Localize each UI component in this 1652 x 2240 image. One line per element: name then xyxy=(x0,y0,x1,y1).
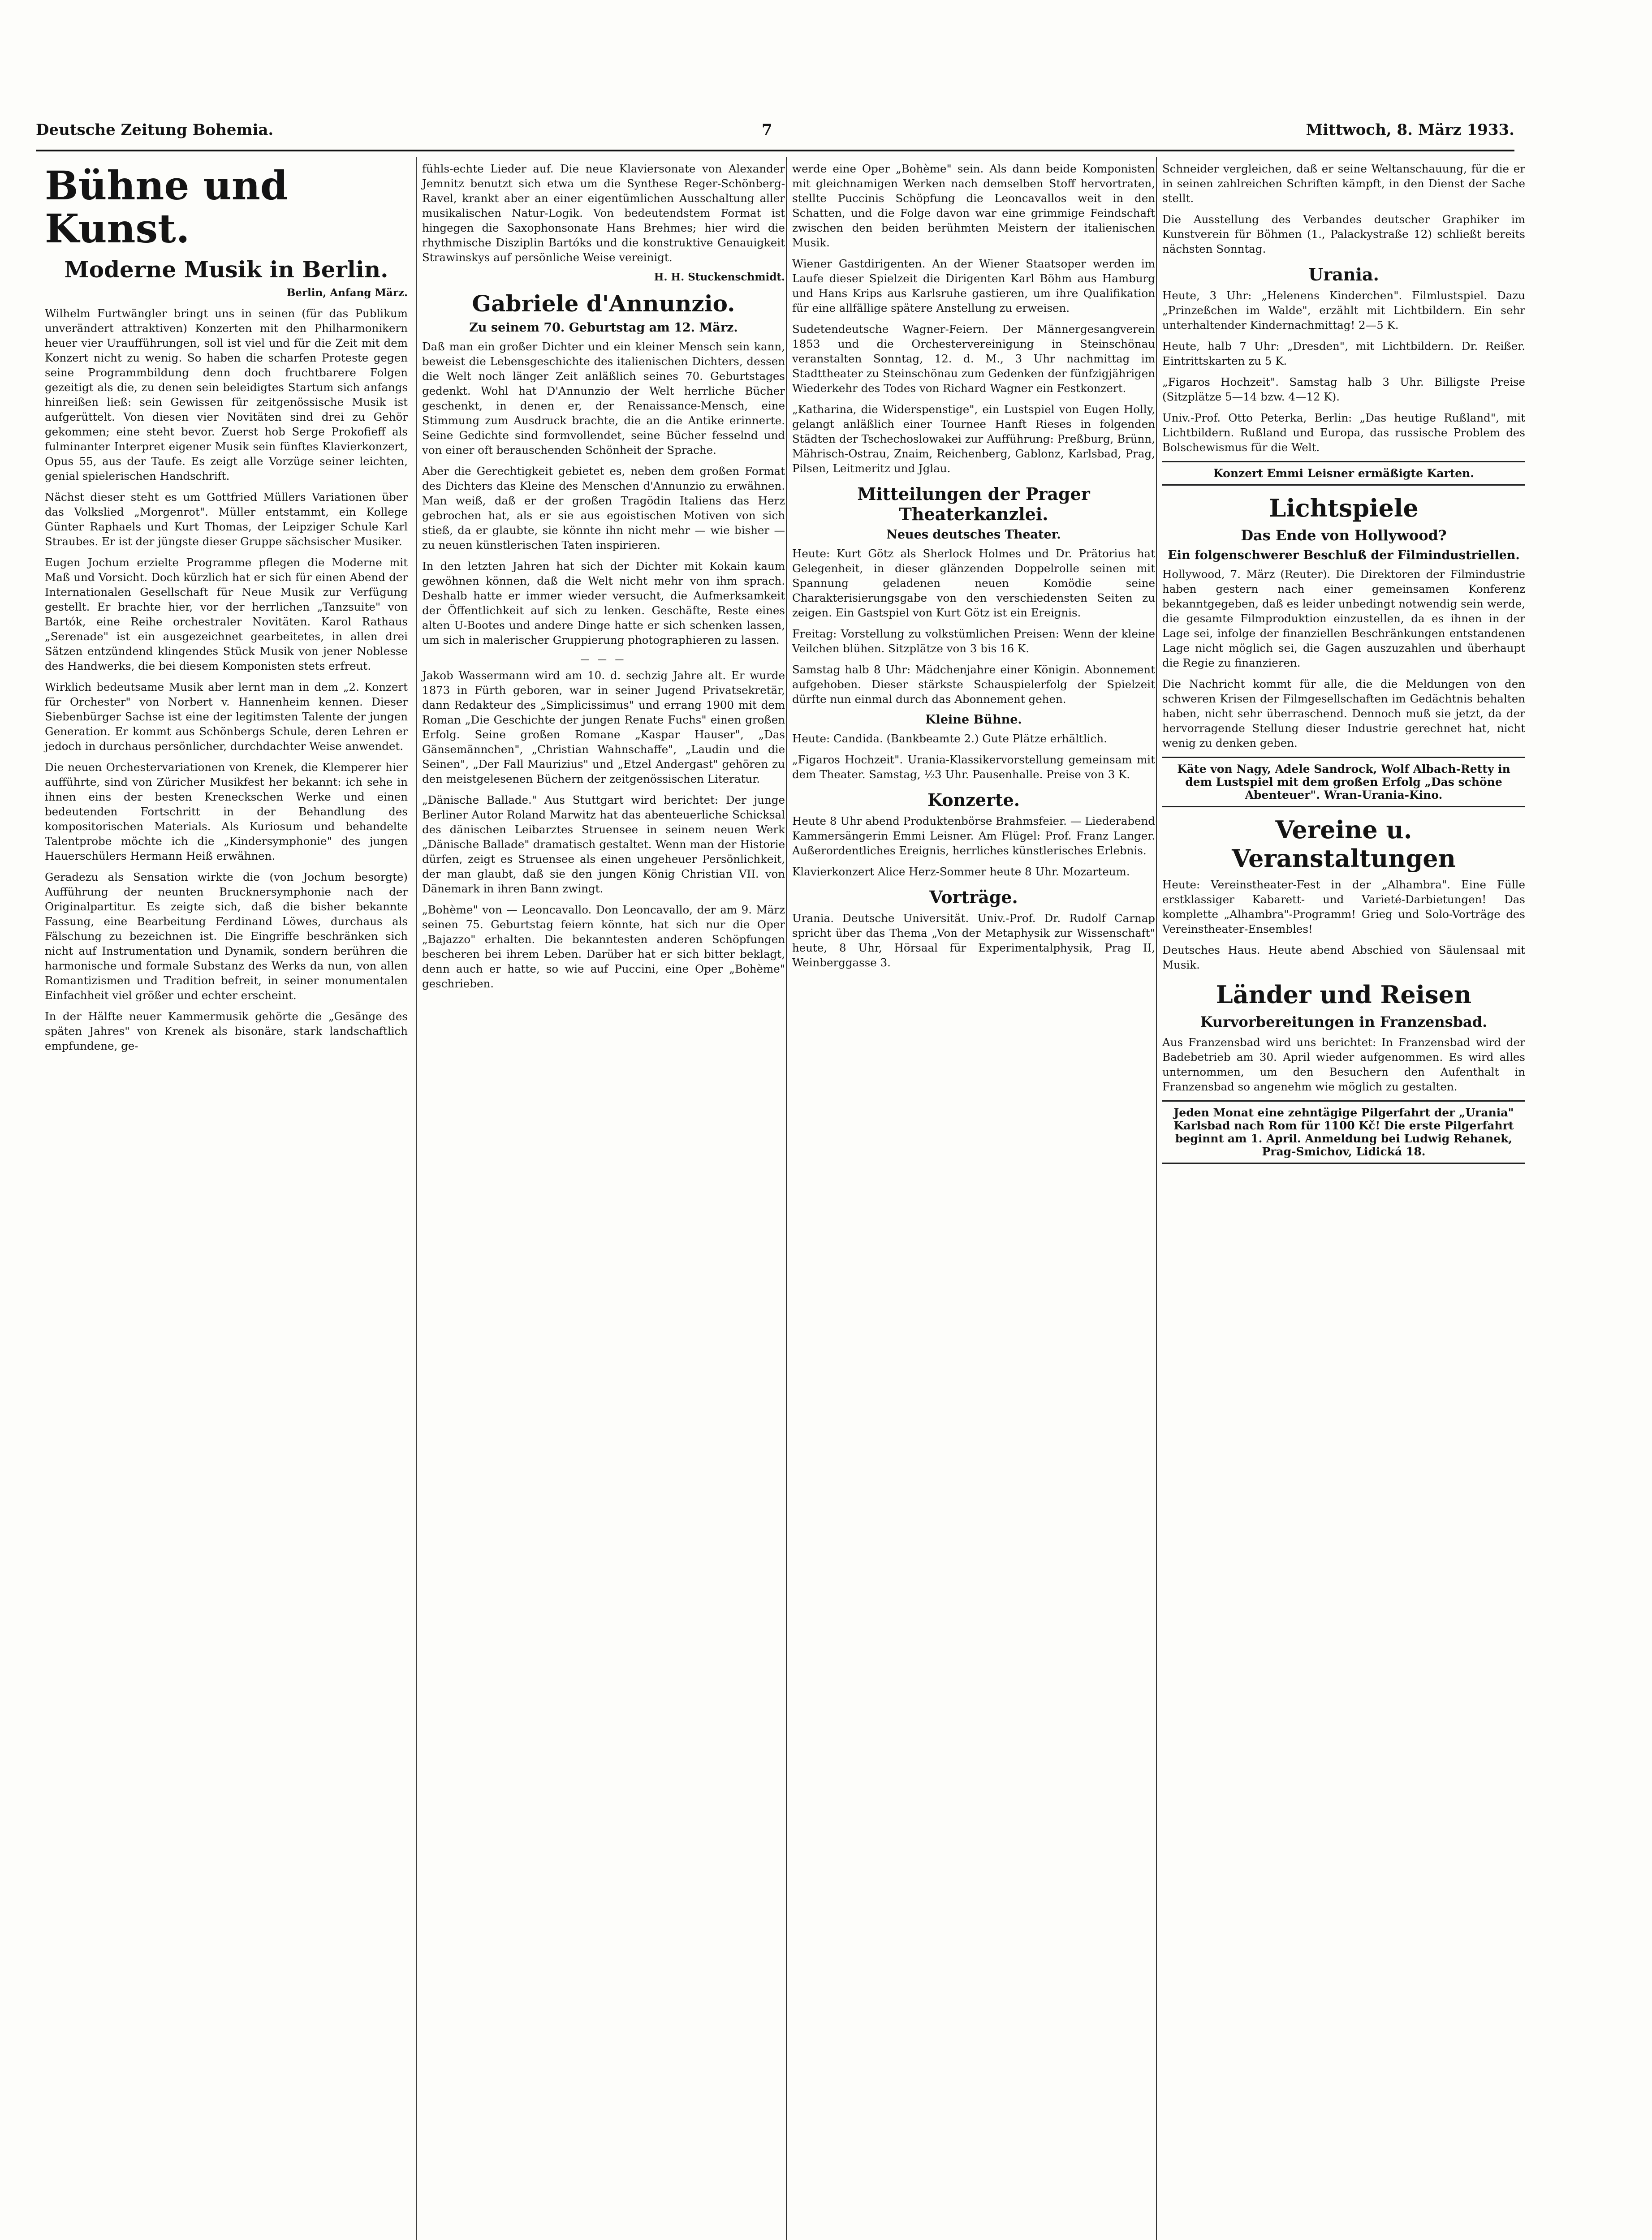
paragraph: fühls-echte Lieder auf. Die neue Klaviersonate von Alexander Jemnitz benutzt sich etwa um die Synthese Reger-Schönberg-Ravel, krankt aber an einer eigentümlichen Ausschaltung aller musikalischen Natur-Logik. Von bedeutendstem Format ist hingegen die Saxophonsonate Hans Brehmes; hier wird die rhythmische Disziplin Bartóks und die konstruktive Genauigkeit Strawinskys auf persönliche Weise vereinigt. xyxy=(422,162,785,264)
article-subtitle: Ein folgenschwerer Beschluß der Filmindustriellen. xyxy=(1168,548,1520,562)
advertisement: Käte von Nagy, Adele Sandrock, Wolf Albach-Retty in dem Lustspiel mit dem großen Erfolg „Das schöne Abenteuer". Wran-Urania-Kino. xyxy=(1162,757,1525,807)
paragraph: Aus Franzensbad wird uns berichtet: In Franzensbad wird der Badebetrieb am 30. April wieder aufgenommen. Es wird alles unternommen, um den Besuchern den Aufenthalt in Franzensbad so angenehm wie möglich zu gestalten. xyxy=(1162,1036,1525,1093)
author-signature: H. H. Stuckenschmidt. xyxy=(654,271,785,283)
dateline: Berlin, Anfang März. xyxy=(286,287,408,299)
paragraph: Geradezu als Sensation wirkte die (von Jochum besorgte) Aufführung der neunten Brucknersymphonie nach der Originalpartitur. Es zeigte sich, daß die bisher bekannte Fassung, eine Bearbeitung Ferdinand Löwes, durchaus als Fälschung zu bezeichnen ist. Die Eingriffe beschränken sich nicht auf Instrumentation und Dynamik, sondern berühren die harmonische und formale Substanz des Werks da nun, von allen Romantizismen und Tradition befreit, in seiner monumentalen Einfachheit viel größer und echter erscheint. xyxy=(45,870,408,1002)
paragraph: Daß man ein großer Dichter und ein kleiner Mensch sein kann, beweist die Lebensgeschichte des italienischen Dichters, dessen die Welt noch länger Zeit anläßlich seines 70. Geburtstages gedenkt. Wohl hat D'Annunzio der Welt herrliche Bücher geschenkt, in denen er, der Renaissance-Mensch, eine Stimmung zum Ausdruck brachte, die an die Antike erinnerte. Seine Gedichte sind formvollendet, seine Bücher fesselnd und von einer oft berauschenden Schönheit der Sprache. xyxy=(422,340,785,457)
paragraph: In der Hälfte neuer Kammermusik gehörte die „Gesänge des späten Jahres" von Krenek als bisonäre, stark landschaftlich empfundene, ge- xyxy=(45,1010,408,1052)
paragraph: Wirklich bedeutsame Musik aber lernt man in dem „2. Konzert für Orchester" von Norbert v. Hannenheim kennen. Dieser Siebenbürger Sachse ist eine der legitimsten Talente der jungen Generation. Er kommt aus Schönbergs Schule, deren Lehren er jedoch in durchaus persönlicher, durchdachter Weise anwendet. xyxy=(45,681,408,753)
paragraph: Urania. Deutsche Universität. Univ.-Prof. Dr. Rudolf Carnap spricht über das Thema „Von der Metaphysik zur Wissenschaft" heute, 8 Uhr, Hörsaal für Experimentalphysik, Prag II, Weinberggasse 3. xyxy=(792,912,1155,969)
header-rule xyxy=(36,150,1514,151)
article-title: Moderne Musik in Berlin. xyxy=(64,256,388,283)
article-title: Gabriele d'Annunzio. xyxy=(472,290,735,317)
section-heading: Urania. xyxy=(1308,264,1379,284)
newspaper-name: Deutsche Zeitung Bohemia. xyxy=(36,121,274,139)
paragraph: „Figaros Hochzeit". Samstag halb 3 Uhr. Billigste Preise (Sitzplätze 5—14 bzw. 4—12 K). xyxy=(1162,375,1525,403)
page-header xyxy=(36,121,1514,148)
section-heading: Bühne und Kunst. xyxy=(45,162,288,252)
section-heading: Vorträge. xyxy=(929,887,1018,907)
advertisement: Jeden Monat eine zehntägige Pilgerfahrt der „Urania" Karlsbad nach Rom für 1100 Kč! Die erste Pilgerfahrt beginnt am 1. April. Anmeldung bei Ludwig Rehanek, Prag-Smichov, Lidická 18. xyxy=(1162,1100,1525,1164)
column-divider xyxy=(786,157,787,2240)
paragraph: Klavierkonzert Alice Herz-Sommer heute 8 Uhr. Mozarteum. xyxy=(792,865,1130,878)
paragraph: Aber die Gerechtigkeit gebietet es, neben dem großen Format des Dichters das Kleine des Menschen d'Annunzio zu erwähnen. Man weiß, daß er der großen Tragödin Italiens das Herz gebrochen hat, als er sie aus egoistischen Motiven von sich stieß, da er glaubte, sie könnte ihn nicht mehr — wie bisher — zu neuen künstlerischen Taten inspirieren. xyxy=(422,465,785,551)
paragraph: Nächst dieser steht es um Gottfried Müllers Variationen über das Volkslied „Morgenrot". Müller entstammt, ein Kollege Günter Raphaels und Kurt Thomas, der Leipziger Schule Karl Straubes. Er ist der jüngste dieser Gruppe sächsischer Musiker. xyxy=(45,491,408,548)
column-divider xyxy=(416,157,417,2240)
paragraph: Heute, halb 7 Uhr: „Dresden", mit Lichtbildern. Dr. Reißer. Eintrittskarten zu 5 K. xyxy=(1162,340,1525,367)
paragraph: Freitag: Vorstellung zu volkstümlichen Preisen: Wenn der kleine Veilchen blühen. Sitzplätze von 3 bis 16 K. xyxy=(792,627,1155,655)
paragraph: Die Nachricht kommt für alle, die die Meldungen von den schweren Krisen der Filmgesellschaften im Gedächtnis behalten haben, nicht sehr überraschend. Dennoch muß sie jetzt, da der hervorragende Stellung dieser Industrie gerechnet hat, nicht wenig zu denken geben. xyxy=(1162,677,1525,750)
paragraph: Heute: Kurt Götz als Sherlock Holmes und Dr. Prätorius hat Gelegenheit, in dieser glänzenden Doppelrolle seinen mit Spannung geladenen neuen Komödie seine Charakterisierungsgabe von den verschiedensten Seiten zu zeigen. Ein Gastspiel von Kurt Götz ist ein Ereignis. xyxy=(792,547,1155,619)
paragraph: Heute 8 Uhr abend Produktenbörse Brahmsfeier. — Liederabend Kammersängerin Emmi Leisner. Am Flügel: Prof. Franz Langer. Außerordentliches Ereignis, herrliches künstlerisches Erlebnis. xyxy=(792,814,1155,857)
paragraph: Schneider vergleichen, daß er seine Weltanschauung, für die er in seinen zahlreichen Schriften kämpft, in den Dienst der Sache stellt. xyxy=(1162,162,1525,205)
section-heading: Länder und Reisen xyxy=(1216,980,1472,1009)
advertisement: Konzert Emmi Leisner ermäßigte Karten. xyxy=(1162,461,1525,486)
paragraph: „Figaros Hochzeit". Urania-Klassikervorstellung gemeinsam mit dem Theater. Samstag, ½3 Uhr. Pausenhalle. Preise von 3 K. xyxy=(792,753,1155,781)
subsection-heading: Kleine Bühne. xyxy=(925,713,1022,727)
section-heading: Mitteilungen der Prager Theaterkanzlei. xyxy=(857,484,1090,524)
article-title: Das Ende von Hollywood? xyxy=(1241,527,1447,544)
column-2 xyxy=(422,161,785,997)
paragraph: „Katharina, die Widerspenstige", ein Lustspiel von Eugen Holly, gelangt anläßlich einer Tournee Hanft Rieses in folgenden Städten der Tschechoslowakei zur Aufführung: Preßburg, Brünn, Mährisch-Ostrau, Znaim, Reichenberg, Gablonz, Karlsbad, Prag, Pilsen, Leitmeritz und Jglau. xyxy=(792,403,1155,475)
section-heading: Lichtspiele xyxy=(1269,494,1419,522)
paragraph: Univ.-Prof. Otto Peterka, Berlin: „Das heutige Rußland", mit Lichtbildern. Rußland und Europa, das russische Problem des Bolschewismus für die Welt. xyxy=(1162,411,1525,454)
paragraph: Heute, 3 Uhr: „Helenens Kinderchen". Filmlustspiel. Dazu „Prinzeßchen im Walde", erzählt mit Lichtbildern. Ein sehr unterhaltender Kindernachmittag! 2—5 K. xyxy=(1162,289,1525,332)
column-4 xyxy=(1162,161,1525,1170)
paragraph: Heute: Candida. (Bankbeamte 2.) Gute Plätze erhältlich. xyxy=(792,732,1107,745)
paragraph: Wilhelm Furtwängler bringt uns in seinen (für das Publikum unverändert attraktiven) Konzerten mit den Philharmonikern heuer vier Uraufführungen, soll ist viel und für die Zeit mit dem Konzert nicht zu wenig. So haben die scharfen Proteste gegen seine Programmbildung denn doch fruchtbarere Folgen gezeitigt als die, zu denen sein beleidigtes Startum sich anfangs hinreißen ließ: sein Gewissen für zeitgenössische Musik ist aufgerüttelt. Von diesen vier Novitäten sind drei zu Gehör gekommen; eine steht bevor. Zuerst hob Serge Prokofieff als fulminanter Interpret eigener Musik sein fünftes Klavierkonzert, Opus 55, aus der Taufe. Es zeigt alle Vorzüge seiner leichten, genial spielerischen Handschrift. xyxy=(45,307,408,482)
paragraph: Deutsches Haus. Heute abend Abschied von Säulensaal mit Musik. xyxy=(1162,943,1525,971)
column-1 xyxy=(45,161,408,1060)
paragraph: Wiener Gastdirigenten. An der Wiener Staatsoper werden im Laufe dieser Spielzeit die Dirigenten Karl Böhm aus Hamburg und Hans Krips aus Karlsruhe gastieren, um ihre Qualifikation für eine allfällige spätere Anstellung zu erweisen. xyxy=(792,257,1155,314)
paragraph: Die Ausstellung des Verbandes deutscher Graphiker im Kunstverein für Böhmen (1., Palackystraße 12) schließt bereits nächsten Sonntag. xyxy=(1162,213,1525,255)
separator: — — — xyxy=(580,654,627,664)
paragraph: Sudetendeutsche Wagner-Feiern. Der Männergesangverein 1853 und die Orchestervereinigung in Steinschönau veranstalten Sonntag, 12. d. M., 3 Uhr nachmittag im Stadttheater zu Steinschönau zum Gedenken der fünfzigjährigen Wiederkehr des Todes von Richard Wagner ein Festkonzert. xyxy=(792,323,1155,395)
paragraph: Heute: Vereinstheater-Fest in der „Alhambra". Eine Fülle erstklassiger Kabarett- und Varieté-Darbietungen! Das komplette „Alhambra"-Programm! Grieg und Solo-Vorträge des Vereinstheater-Ensembles! xyxy=(1162,878,1525,935)
page-number: 7 xyxy=(762,121,772,139)
paragraph: Eugen Jochum erzielte Programme pflegen die Moderne mit Maß und Vorsicht. Doch kürzlich hat er sich für einen Abend der Internationalen Gesellschaft für Neue Musik zur Verfügung gestellt. Er brachte hier, vor der herrlichen „Tanzsuite" von Bartók, eine Reihe orchestraler Novitäten. Karol Rathaus „Serenade" ist ein ausgezeichnet gearbeitetes, in allen drei Sätzen entzündend klingendes Stück Musik von jener Noblesse des Handwerks, die bei diesem Komponisten stets erfreut. xyxy=(45,556,408,672)
issue-date: Mittwoch, 8. März 1933. xyxy=(1306,121,1514,139)
paragraph: Jakob Wassermann wird am 10. d. sechzig Jahre alt. Er wurde 1873 in Fürth geboren, war in seiner Jugend Privatsekretär, dann Redakteur des „Simplicissimus" und errang 1900 mit dem Roman „Die Geschichte der jungen Renate Fuchs" einen großen Erfolg. Seine großen Romane „Kaspar Hauser", „Das Gänsemännchen", „Christian Wahnschaffe", „Laudin und die Seinen", „Der Fall Maurizius" und „Etzel Andergast" gehören zu den meistgelesenen Büchern der zeitgenössischen Literatur. xyxy=(422,669,785,785)
paragraph: Samstag halb 8 Uhr: Mädchenjahre einer Königin. Abonnement aufgehoben. Dieser stärkste Schauspielerfolg der Spielzeit dürfte nun einmal durch das Abonnement gehen. xyxy=(792,663,1155,706)
paragraph: In den letzten Jahren hat sich der Dichter mit Kokain kaum gewöhnen können, daß die Welt nicht mehr von ihm sprach. Deshalb hatte er immer wieder versucht, die Aufmerksamkeit der Öffentlichkeit auf sich zu lenken. Geschäfte, Reste eines alten U-Bootes und andere Dinge hatte er sich schenken lassen, um sich in malerischer Gruppierung photographieren zu lassen. xyxy=(422,560,785,646)
section-heading: Konzerte. xyxy=(927,790,1020,810)
article-subtitle: Zu seinem 70. Geburtstag am 12. März. xyxy=(469,321,738,335)
subsection-heading: Neues deutsches Theater. xyxy=(886,528,1061,542)
paragraph: werde eine Oper „Bohème" sein. Als dann beide Komponisten mit gleichnamigen Werken nach demselben Stoff hervortraten, stellte Puccinis Schöpfung die Leoncavallos weit in den Schatten, und die Folge davon war eine grimmige Feindschaft zwischen den beiden berühmten Meistern der italienischen Musik. xyxy=(792,162,1155,249)
paragraph: Hollywood, 7. März (Reuter). Die Direktoren der Filmindustrie haben gestern nach einer gemeinsamen Konferenz bekanntgegeben, daß es leider unbedingt notwendig sein werde, die gesamte Filmproduktion einzustellen, da es ihnen in der Lage sei, infolge der finanziellen Beschränkungen entstandenen Lage nicht möglich sei, die Gagen auszuzahlen und überhaupt die Regie zu finanzieren. xyxy=(1162,568,1525,669)
paragraph: „Bohème" von — Leoncavallo. Don Leoncavallo, der am 9. März seinen 75. Geburtstag feiern könnte, hat sich nur die Oper „Bajazzo" erhalten. Die bekanntesten anderen Schöpfungen bescheren bei ihrem Leben. Darüber hat er sich bitter beklagt, denn auch er hatte, so wie auf Puccini, eine Oper „Bohème" geschrieben. xyxy=(422,903,785,990)
section-heading: Vereine u. Veranstaltungen xyxy=(1232,815,1456,873)
paragraph: Die neuen Orchestervariationen von Krenek, die Klemperer hier aufführte, sind von Züricher Musikfest her bekannt: ich sehe in ihnen eins der besten Kreneckschen Werke und einen bedeutenden Fortschritt in der Behandlung des kompositorischen Materials. Als Kuriosum und behandelte Talentprobe möchte ich die „Kindersymphonie" des jungen Hauerschülers Hermann Heiß erwähnen. xyxy=(45,761,408,862)
column-divider xyxy=(1156,157,1157,2240)
column-3 xyxy=(792,161,1155,976)
article-title: Kurvorbereitungen in Franzensbad. xyxy=(1200,1013,1488,1030)
paragraph: „Dänische Ballade." Aus Stuttgart wird berichtet: Der junge Berliner Autor Roland Marwitz hat das abenteuerliche Schicksal des dänischen Leibarztes Struensee in seinem neuen Werk „Dänische Ballade" dramatisch gestaltet. Wenn man der Historie dürfen, zeigt es Struensee als einen ungeheuer Persönlichkeit, der man glaubt, daß sie den jungen König Christian VII. von Dänemark in ihren Bann zwingt. xyxy=(422,793,785,895)
